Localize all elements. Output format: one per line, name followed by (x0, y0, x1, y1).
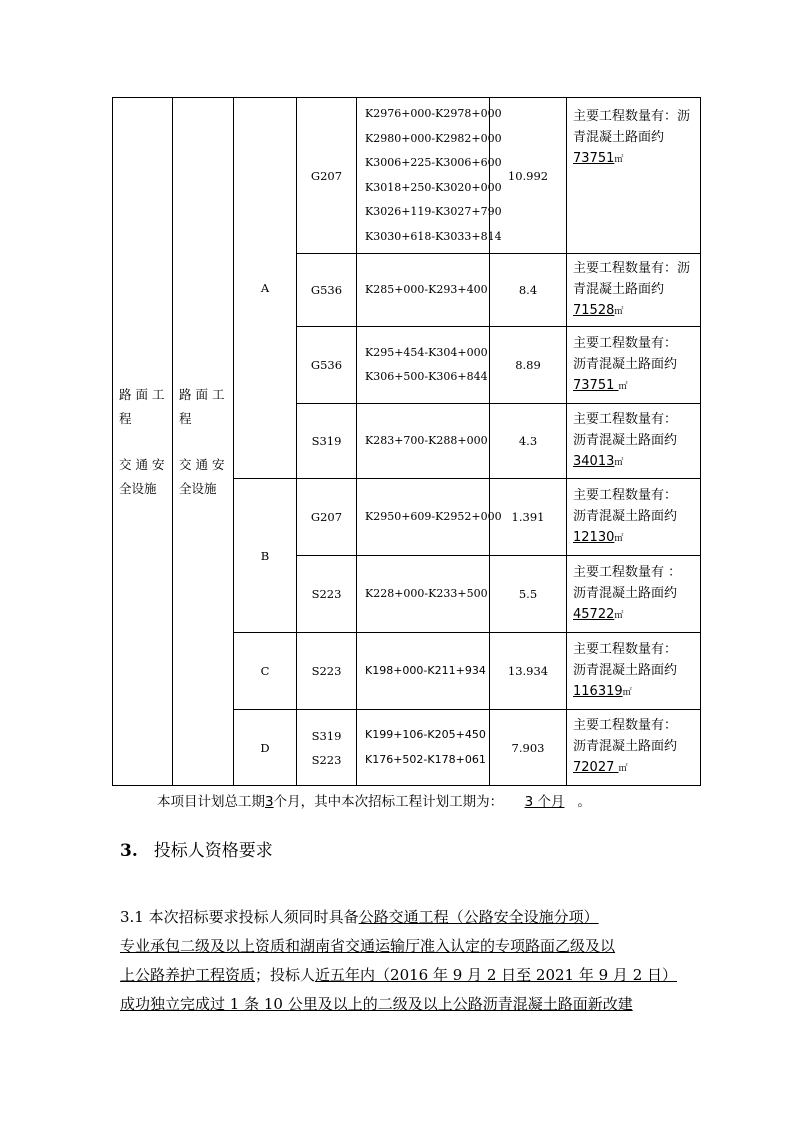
work-type-line: 交 通 安 (119, 456, 165, 472)
section-heading (120, 836, 273, 861)
road-code: S319 (311, 728, 342, 743)
paragraph-text: 3.1 本次招标要求投标人须同时具备 (120, 908, 359, 926)
paragraph-line (120, 903, 680, 932)
chainage-line: K3006+225-K3006+600 (365, 156, 502, 169)
unit-label: ㎡ (618, 764, 628, 774)
heading-title: 投标人资格要求 (153, 841, 273, 861)
unit-label: ㎡ (618, 381, 628, 392)
work-type-line: 程 (119, 410, 132, 426)
quantity-note-cell (567, 710, 701, 786)
length-cell: 5.5 (490, 556, 567, 633)
road-cell (297, 254, 357, 327)
chainage-line: K3030+618-K3033+814 (365, 229, 502, 243)
paragraph-line (120, 961, 680, 990)
work-type-line: 路 面 工 (119, 386, 165, 402)
road-code: S223 (311, 752, 342, 767)
chainage-cell (357, 98, 502, 254)
length-cell: 8.4 (490, 254, 567, 327)
chainage-cell (357, 633, 490, 710)
unit-label: ㎡ (614, 155, 624, 165)
length-cell: 7.903 (490, 710, 567, 786)
road-code: G207 (310, 168, 343, 183)
scope-line: 程 (179, 410, 192, 426)
chainage-line: K228+000-K233+500 (365, 586, 488, 600)
road-code: S223 (311, 587, 342, 601)
chainage-line: K2950+609-K2952+000 (365, 509, 502, 523)
chainage-line: K198+000-K211+934 (365, 663, 486, 677)
unit-label: ㎡ (614, 306, 624, 317)
paragraph-underlined-text: 上公路养护工程资质 (120, 966, 256, 984)
note-line: 主要工程数量有：沥 (573, 109, 691, 124)
chainage-line: K285+000-K293+400 (365, 282, 488, 296)
section-cell: B (234, 479, 297, 633)
scope-line: 交 通 安 (179, 456, 225, 472)
chainage-cell (357, 556, 490, 633)
section-cell: A (234, 98, 297, 479)
road-code: G536 (310, 358, 343, 372)
quantity-note-cell (567, 633, 701, 710)
chainage-cell (357, 327, 490, 404)
note-line: 主要工程数量有： (573, 718, 678, 733)
length-cell: 13.934 (490, 633, 567, 710)
unit-label: ㎡ (614, 533, 624, 544)
quantity-value: 45722 (573, 606, 615, 622)
paragraph-line: 成功独立完成过 1 条 10 公里及以上的二级及以上公路沥青混凝土路面新改建 (120, 995, 633, 1013)
quantity-value: 71528 (573, 302, 615, 318)
chainage-line: K295+454-K304+000 (365, 345, 488, 359)
note-line: 沥青混凝土路面约 (573, 432, 678, 448)
table-row (113, 98, 701, 254)
road-code: S319 (311, 434, 342, 448)
work-type-line: 全设施 (119, 480, 157, 496)
quantity-note-cell (567, 479, 701, 556)
road-code: S223 (311, 664, 342, 678)
note-line: 主要工程数量有： (573, 411, 678, 427)
unit-label: ㎡ (614, 610, 624, 621)
road-cell (297, 479, 357, 556)
note-line: 青混凝土路面约 (573, 130, 665, 145)
road-cell (297, 710, 357, 786)
quantity-note-cell (567, 254, 701, 327)
quantity-value: 116319 (573, 683, 623, 699)
schedule-middle: 个月，其中本次招标工程计划工期为： (273, 794, 504, 810)
project-table (112, 97, 701, 786)
chainage-line: K176+502-K178+061 (365, 752, 486, 766)
section-cell: C (234, 633, 297, 710)
note-line: 沥青混凝土路面约 (573, 508, 678, 524)
work-type-cell (113, 98, 173, 786)
note-line: 主要工程数量有 ： (573, 564, 682, 580)
road-cell (297, 404, 357, 479)
note-line: 沥青混凝土路面约 (573, 356, 678, 372)
chainage-cell (357, 254, 490, 327)
section-cell: D (234, 710, 297, 786)
quantity-note-cell (567, 327, 701, 404)
chainage-cell (357, 479, 502, 556)
paragraph-underlined-text: 公路交通工程（公路安全设施分项） (358, 908, 599, 926)
schedule-bid-period: 3 个月 (524, 794, 565, 810)
chainage-line: K283+700-K288+000 (365, 433, 488, 447)
length-cell: 10.992 (490, 98, 567, 254)
unit-label: ㎡ (622, 687, 632, 698)
scope-cell (173, 98, 234, 786)
note-line: 沥青混凝土路面约 (573, 739, 678, 754)
quantity-value: 73751 (573, 151, 615, 166)
note-line: 主要工程数量有： (573, 335, 678, 351)
chainage-line: K199+106-K205+450 (365, 728, 486, 741)
quantity-note-cell (567, 556, 701, 633)
road-cell (297, 556, 357, 633)
road-cell (297, 327, 357, 404)
chainage-line: K2980+000-K2982+000 (365, 131, 502, 145)
chainage-cell (357, 710, 490, 786)
chainage-line: K2976+000-K2978+000 (365, 107, 502, 120)
schedule-prefix: 本项目计划总工期 (157, 794, 265, 810)
heading-number: 3. (120, 841, 138, 861)
road-code: G536 (310, 283, 343, 297)
quantity-note-cell (567, 98, 701, 254)
note-line: 主要工程数量有：沥 (573, 260, 691, 276)
quantity-note-cell (567, 404, 701, 479)
chainage-cell (357, 404, 490, 479)
qualification-paragraph (120, 903, 680, 1019)
length-cell: 1.391 (490, 479, 567, 556)
length-cell: 4.3 (490, 404, 567, 479)
schedule-suffix: 。 (577, 794, 591, 810)
road-code: G207 (310, 510, 343, 524)
note-line: 主要工程数量有： (573, 641, 678, 657)
road-cell (297, 98, 357, 254)
quantity-value: 34013 (573, 453, 615, 469)
road-cell (297, 633, 357, 710)
scope-line: 全设施 (179, 480, 217, 496)
scope-line: 路 面 工 (179, 386, 225, 402)
note-line: 沥青混凝土路面约 (573, 585, 678, 601)
paragraph-line: 专业承包二级及以上资质和湖南省交通运输厅准入认定的专项路面乙级及以 (120, 937, 616, 955)
schedule-total: 3 (265, 794, 274, 810)
length-cell: 8.89 (490, 327, 567, 404)
chainage-line: K3026+119-K3027+790 (365, 205, 502, 218)
note-line: 主要工程数量有： (573, 487, 678, 503)
paragraph-underlined-text: 近五年内（2016 年 9 月 2 日至 2021 年 9 月 2 日） (315, 966, 678, 984)
chainage-line: K3018+250-K3020+000 (365, 180, 502, 194)
paragraph-text: ；投标人 (255, 966, 316, 984)
note-line: 青混凝土路面约 (573, 281, 665, 297)
schedule-line (157, 790, 591, 810)
chainage-line: K306+500-K306+844 (365, 370, 488, 383)
quantity-value: 73751 (573, 377, 619, 393)
quantity-value: 72027 (573, 760, 619, 775)
unit-label: ㎡ (614, 457, 624, 468)
note-line: 沥青混凝土路面约 (573, 662, 678, 678)
quantity-value: 12130 (573, 529, 615, 545)
